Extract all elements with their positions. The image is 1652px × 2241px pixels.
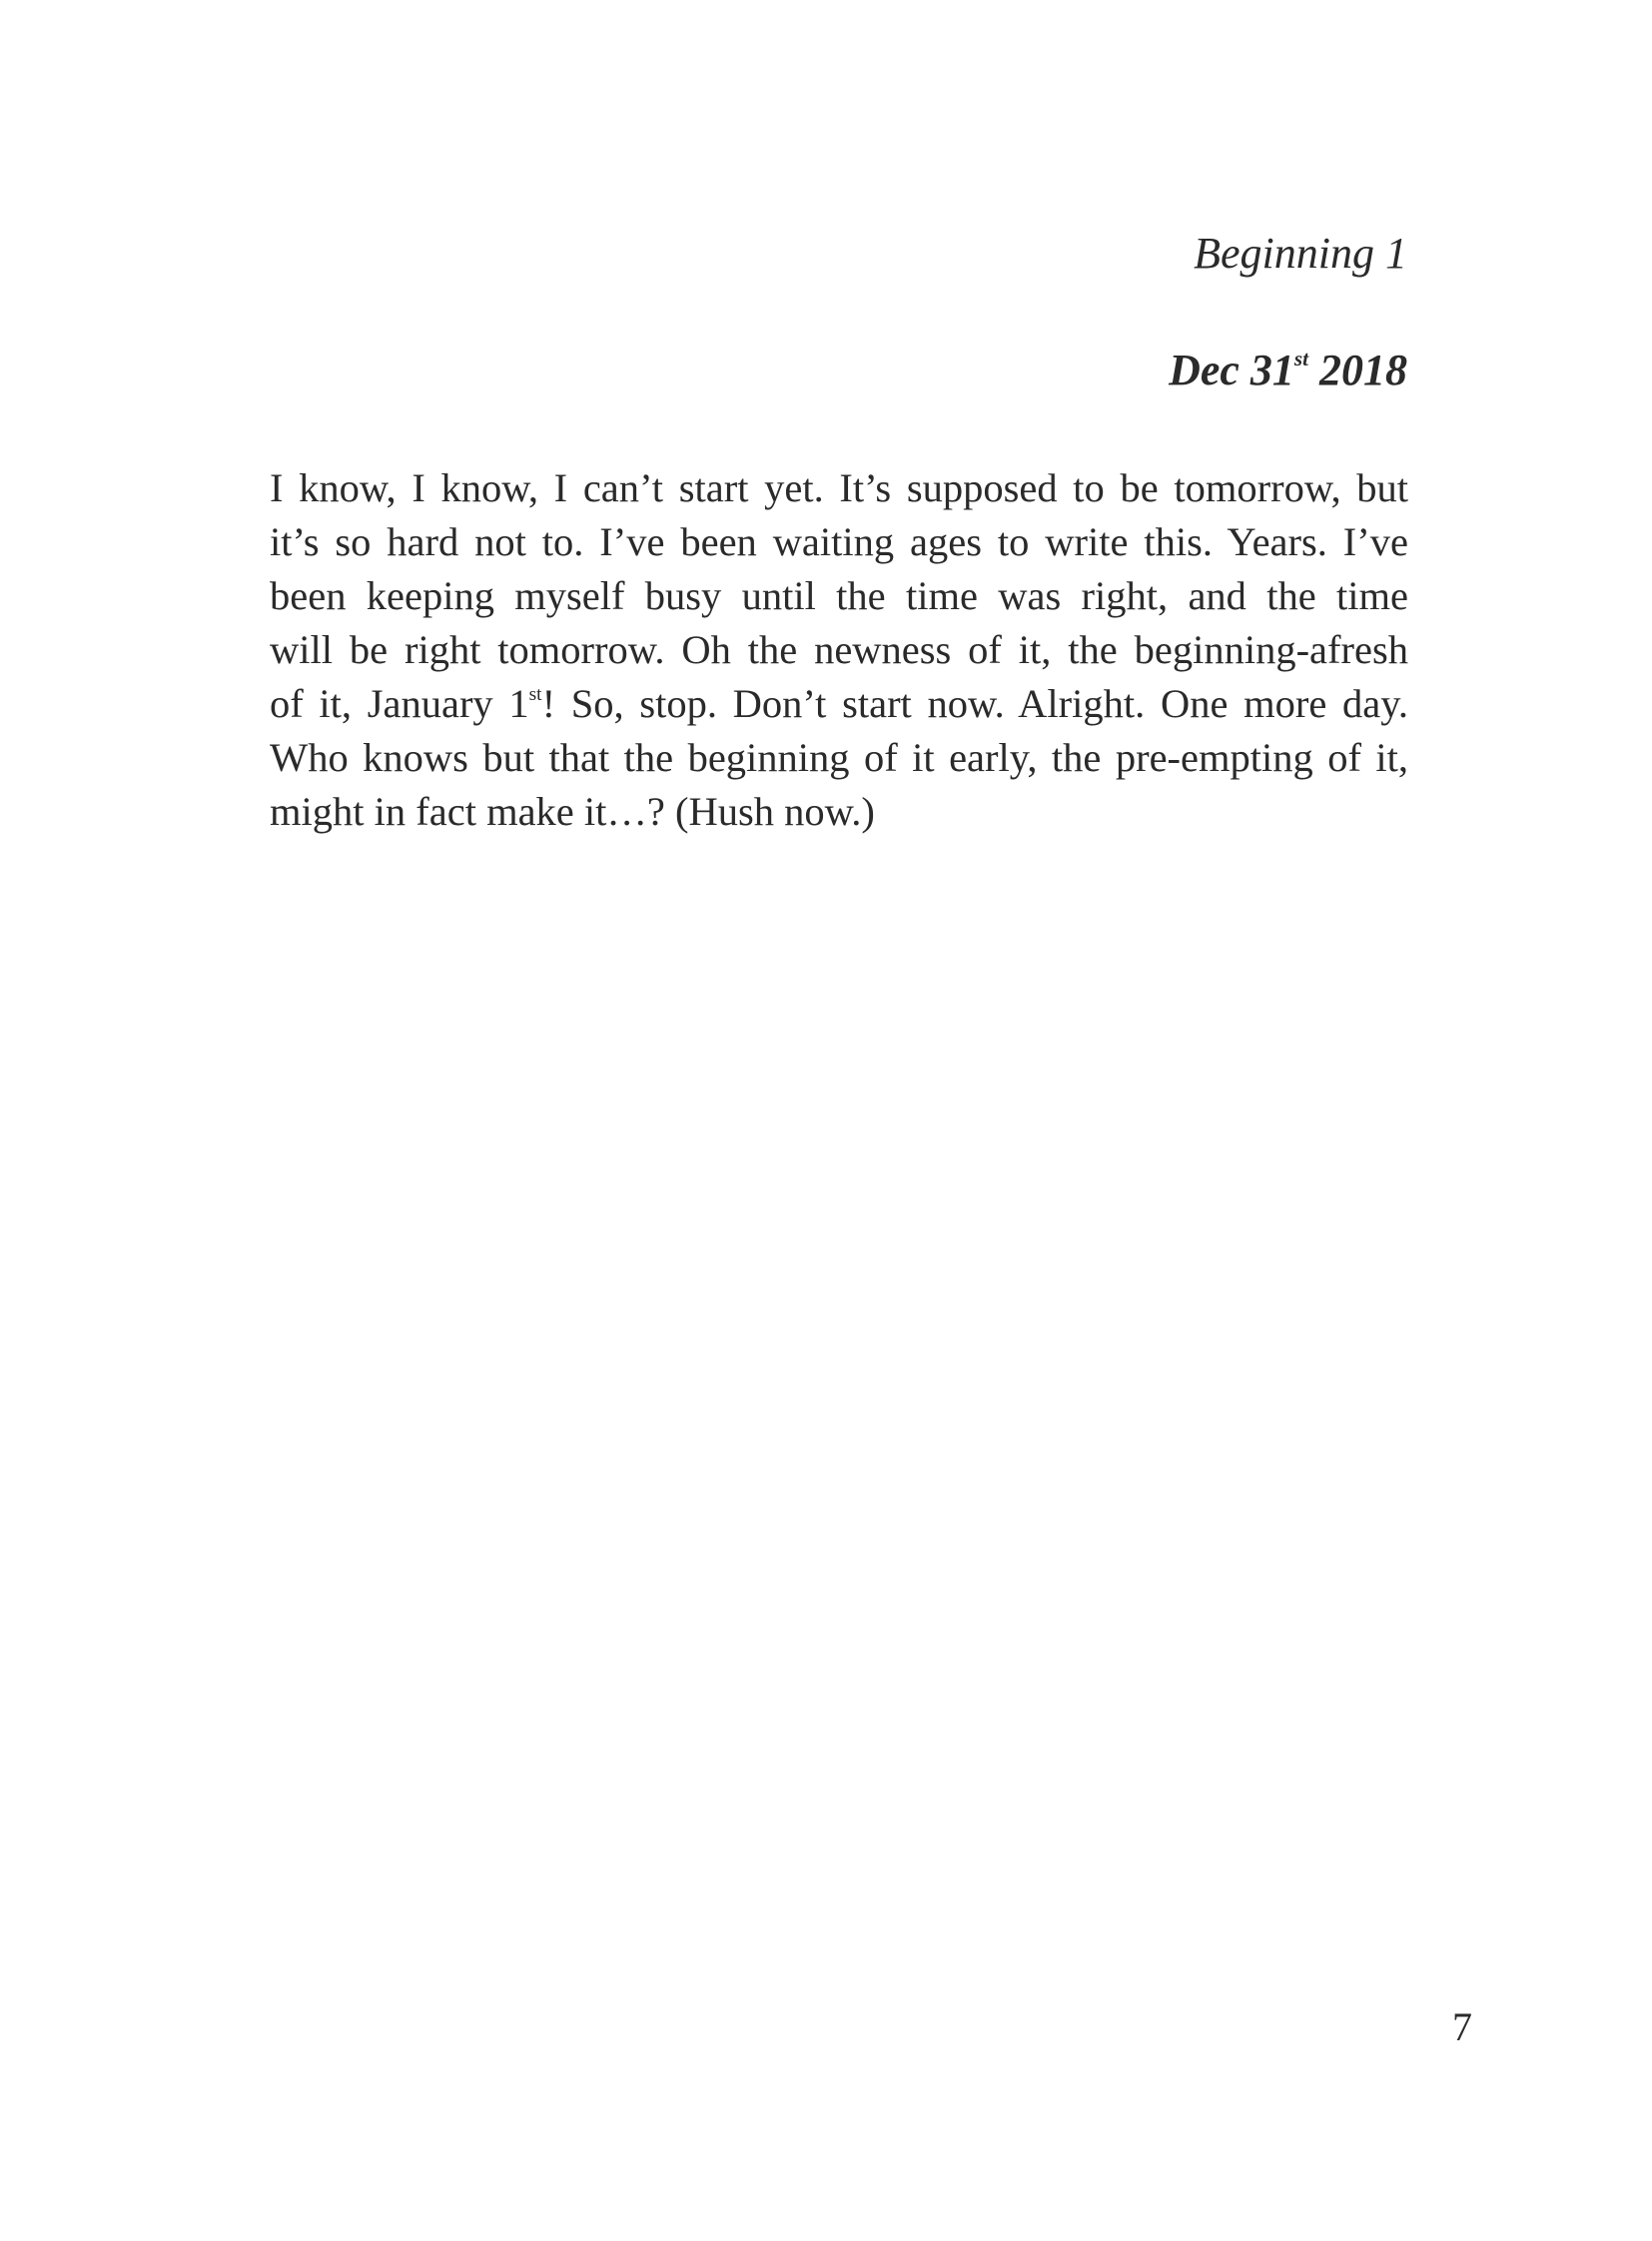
paragraph-line: might in fact make it…? (Hush now.) — [270, 789, 875, 834]
entry-date-year: 2018 — [1319, 346, 1407, 394]
paragraph-line: been keeping myself busy until the time was right, and the time — [270, 573, 1408, 618]
paragraph-line-part: of it, January 1 — [270, 681, 529, 726]
paragraph-line — [270, 677, 1408, 731]
entry-date-main: Dec 31 — [1169, 346, 1294, 394]
paragraph-line: Who knows but that the beginning of it early, the pre-empting of it, — [270, 735, 1408, 780]
entry-date-suffix: st — [1293, 347, 1308, 372]
paragraph-line: will be right tomorrow. Oh the newness of it, the beginning-afresh — [270, 627, 1408, 672]
entry-paragraph — [270, 461, 1408, 839]
paragraph-line: I know, I know, I can’t start yet. It’s supposed to be tomorrow, but — [270, 465, 1408, 510]
section-heading-text: Beginning 1 — [1194, 229, 1407, 278]
paragraph-line-part: ! So, stop. Don’t start now. Alright. One more day. — [541, 681, 1408, 726]
page-number: 7 — [1452, 2004, 1472, 2049]
ordinal-suffix: st — [528, 683, 542, 705]
entry-date — [1169, 345, 1407, 395]
paragraph-line: it’s so hard not to. I’ve been waiting ages to write this. Years. I’ve — [270, 519, 1408, 564]
section-heading — [1194, 228, 1407, 279]
